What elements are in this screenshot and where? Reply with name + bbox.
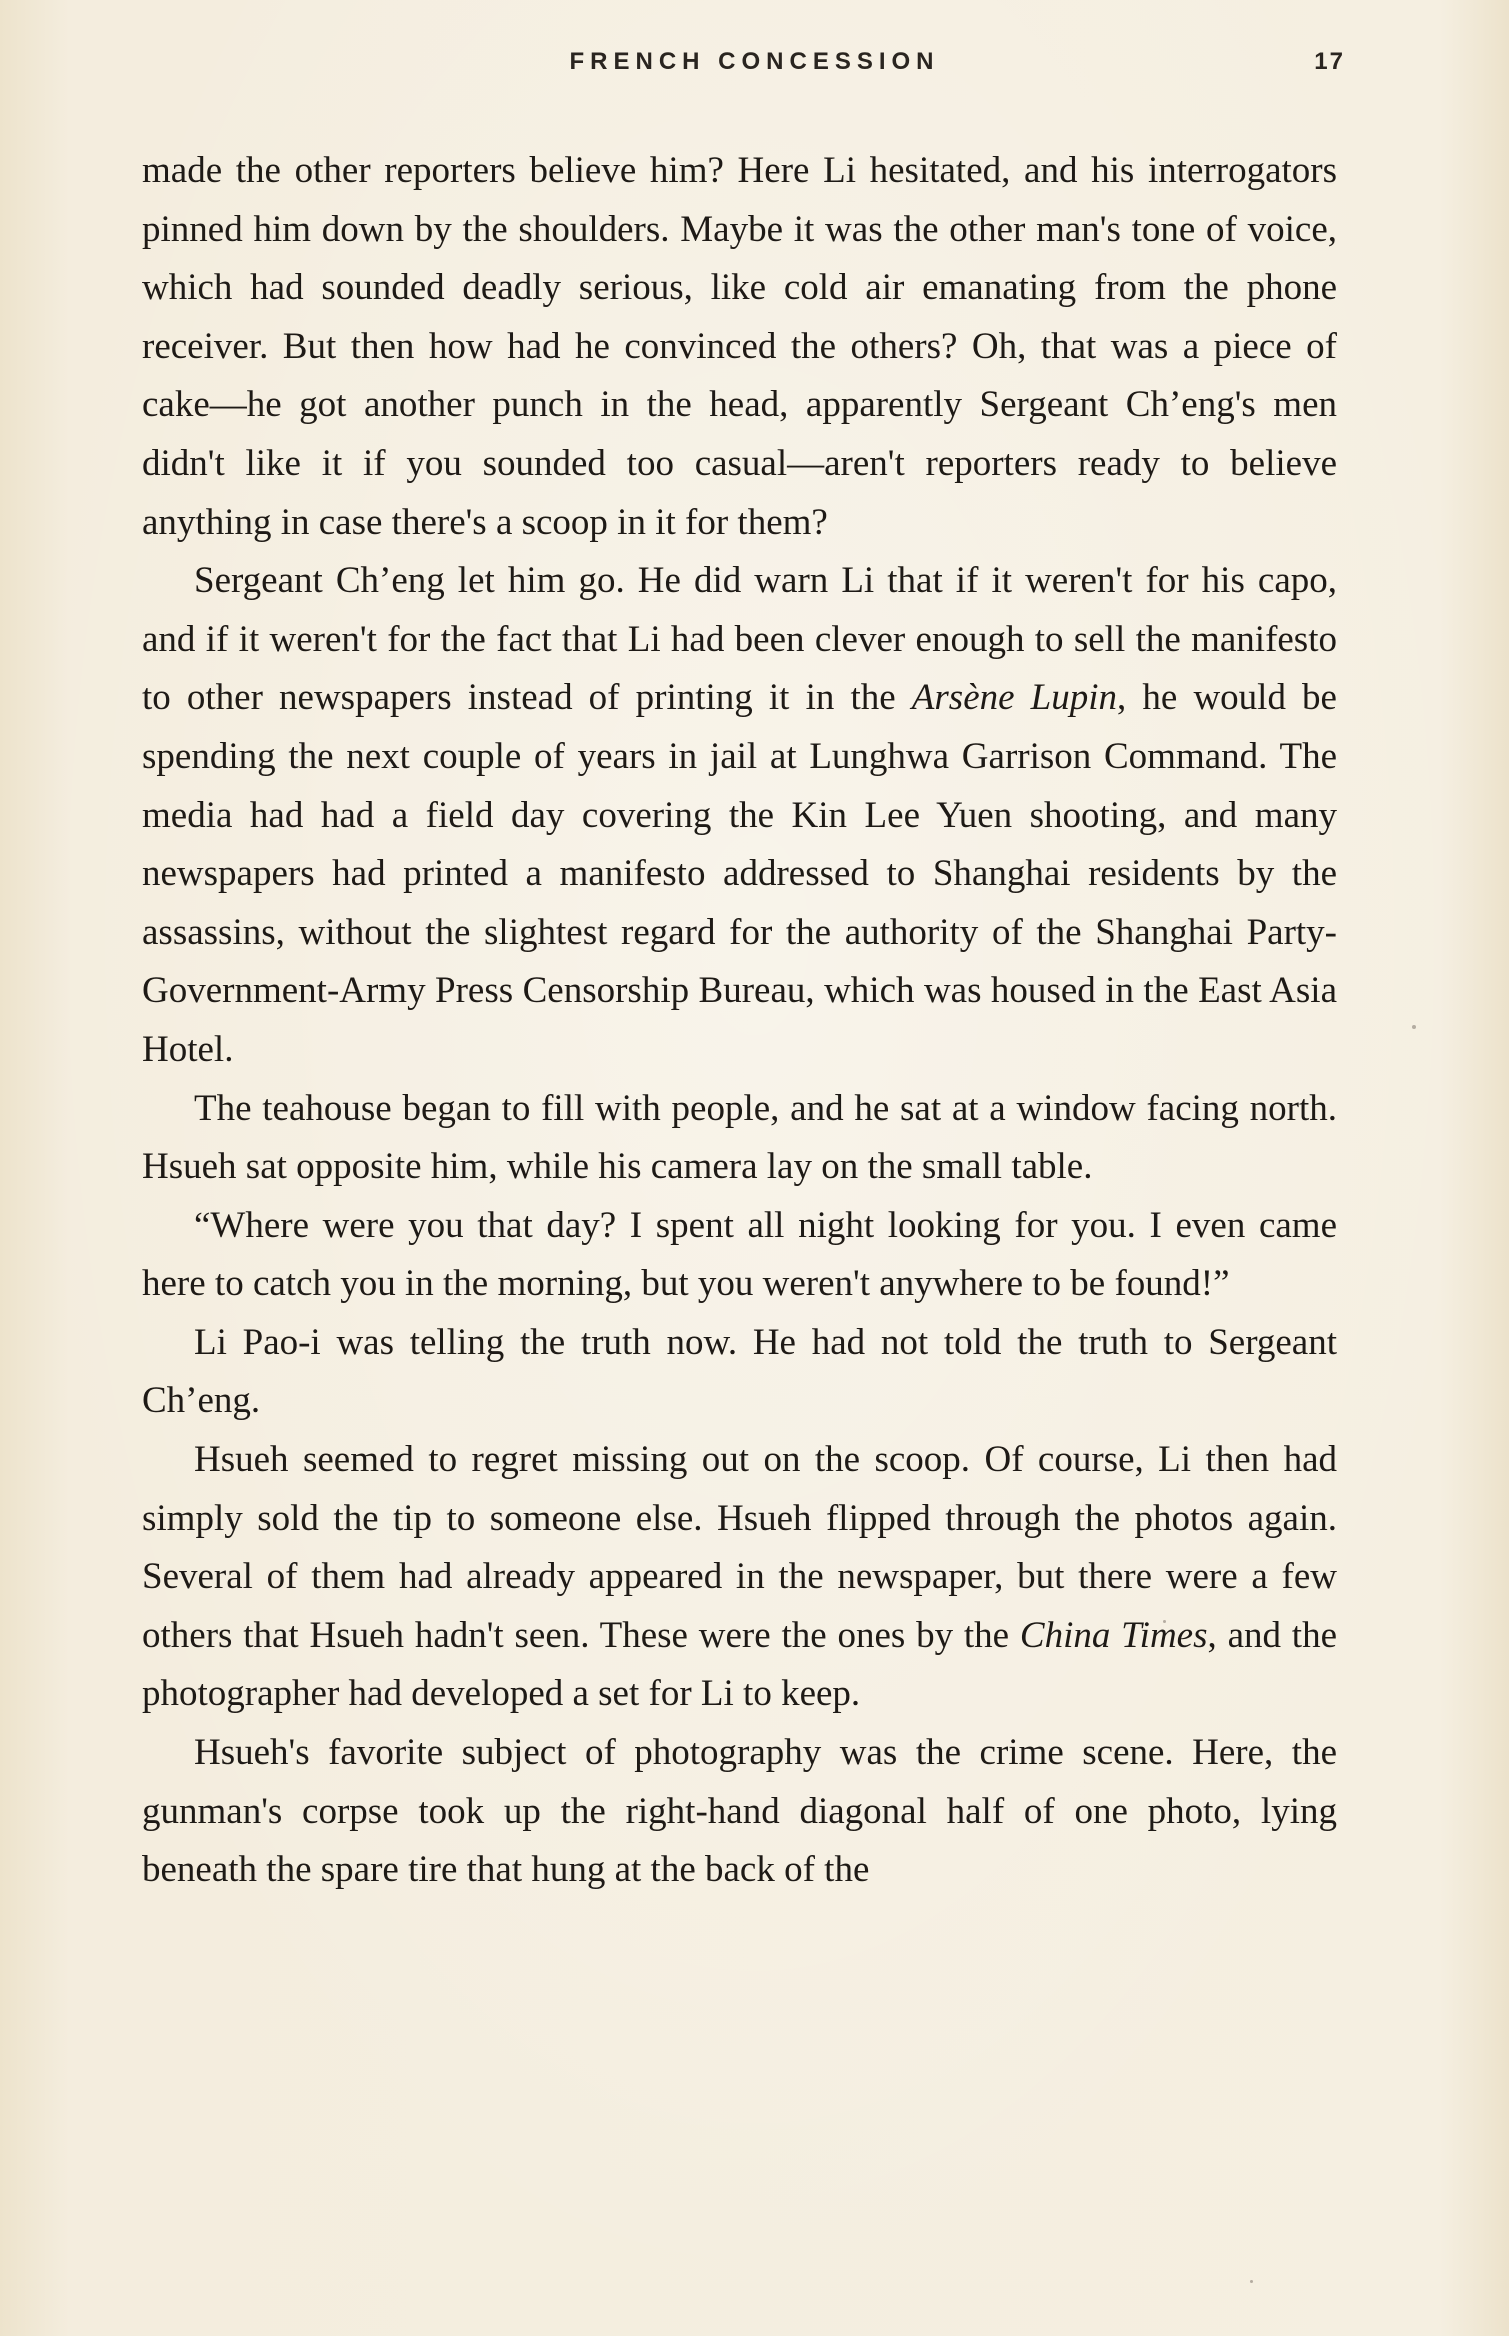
body-text [142,142,1337,1900]
page-number: 17 [1314,48,1345,75]
paragraph [142,1197,1337,1314]
text-run: “Where were you that day? I spent all night looking for you. I even came here to catch you in the morning, but you weren't anywhere to be found!” [142,1204,1337,1305]
paragraph [142,552,1337,1079]
running-head-title: FRENCH CONCESSION [569,48,940,75]
paper-speck [1412,1025,1416,1029]
paragraph [142,142,1337,552]
paper-speck [1163,1620,1166,1623]
paragraph [142,1080,1337,1197]
text-run: Sergeant Ch’eng let him go. He did warn Li that if it weren't for his capo, and if it weren't for the fact that Li had been clever enough to sell the manifesto to other newspapers instead of printing it in the [142,560,1337,719]
text-run: , and the photographer had developed a set for Li to keep. [142,1614,1337,1715]
text-run: The teahouse began to fill with people, and he sat at a window facing north. Hsueh sat opposite him, while his camera lay on the small table. [142,1087,1337,1188]
text-run: made the other reporters believe him? Here Li hesitated, and his interrogators pinned him down by the shoulders. Maybe it was the other man's tone of voice, which had sounded deadly serious, like cold air emanating from the phone receiver. But then how had he convinced the others? Oh, that was a piece of cake—he got another punch in the head, apparently Sergeant Ch’eng's men didn't like it if you sounded too casual—aren't reporters ready to believe anything in case there's a scoop in it for them? [142,150,1337,543]
paragraph [142,1724,1337,1900]
italic-title: Arsène Lupin [911,677,1118,719]
italic-title: China Times [1019,1614,1208,1656]
running-head [0,44,1509,84]
paper-speck [1250,2280,1253,2283]
text-run: Li Pao-i was telling the truth now. He had not told the truth to Sergeant Ch’eng. [142,1321,1337,1422]
text-run: Hsueh seemed to regret missing out on the scoop. Of course, Li then had simply sold the tip to someone else. Hsueh flipped through the photos again. Several of them had already appeared in the newspaper, but there were a few others that Hsueh hadn't seen. These were the ones by the [142,1439,1337,1656]
paragraph [142,1314,1337,1431]
paragraph [142,1431,1337,1724]
text-run: Hsueh's favorite subject of photography was the crime scene. Here, the gunman's corpse took up the right-hand diagonal half of one photo, lying beneath the spare tire that hung at the back of the [142,1732,1337,1891]
text-run: , he would be spending the next couple of years in jail at Lunghwa Garrison Command. The media had had a field day covering the Kin Lee Yuen shooting, and many newspapers had printed a manifesto addressed to Shanghai residents by the assassins, without the slightest regard for the authority of the Shanghai Party-Government-Army Press Censorship Bureau, which was housed in the East Asia Hotel. [142,677,1337,1070]
